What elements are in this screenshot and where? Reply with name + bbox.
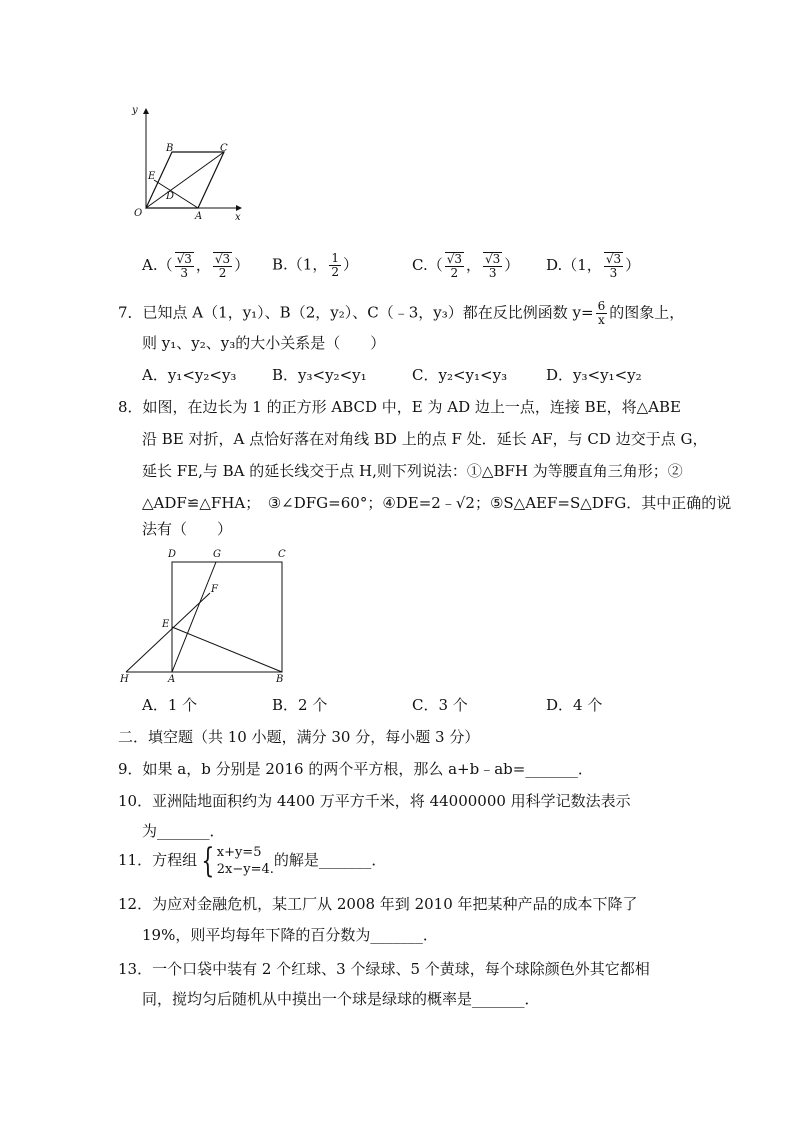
denominator: x — [597, 313, 605, 327]
numerator: √3 — [214, 252, 231, 266]
option-b-suffix: ） — [342, 255, 358, 274]
numerator: √3 — [605, 252, 622, 266]
q7-text: 的图象上， — [609, 303, 685, 322]
q6-figure — [128, 100, 248, 220]
y-axis-arrow-icon — [143, 108, 149, 114]
fraction — [604, 252, 623, 280]
label-h: H — [120, 674, 129, 685]
segment-ea — [154, 180, 198, 208]
label-e: E — [162, 619, 170, 630]
q9: 9．如果 a，b 分别是 2016 的两个平方根，那么 a+b﹣ab=_______． — [118, 760, 593, 778]
label-c: C — [278, 549, 286, 560]
q8-option-d[interactable]: D．4 个 — [546, 696, 603, 714]
equation-1: x+y=5 — [216, 845, 262, 860]
q8-line3: 延长 FE,与 BA 的延长线交于点 H,则下列说法：①△BFH 为等腰直角三角形；② — [142, 462, 683, 480]
segment-eb — [172, 627, 282, 672]
q7-option-b[interactable]: B．y₃<y₂<y₁ — [272, 366, 367, 384]
label-o: O — [134, 208, 143, 219]
q8-option-c[interactable]: C．3 个 — [412, 696, 468, 714]
segment-hf — [126, 593, 210, 672]
label-a: A — [195, 211, 203, 220]
label-d: D — [166, 191, 175, 202]
label-d: D — [168, 549, 177, 560]
q12-line1: 12．为应对金融危机，某工厂从 2008 年到 2010 年把某种产品的成本下降了 — [118, 895, 638, 913]
q11-text: 的解是_______． — [273, 851, 387, 869]
q12-line2: 19%，则平均每年下降的百分数为_______． — [142, 926, 438, 944]
option-a-suffix: ） — [234, 256, 250, 274]
option-c-prefix: C.（ — [412, 256, 443, 274]
q8-line1: 8．如图，在边长为 1 的正方形 ABCD 中，E 为 AD 边上一点，连接 BE，将△ABE — [118, 398, 681, 416]
label-b: B — [276, 674, 284, 685]
fraction — [596, 300, 608, 327]
section-heading: 二．填空题（共 10 小题，满分 30 分，每小题 3 分） — [118, 728, 480, 746]
option-b-prefix: B.（1， — [272, 255, 328, 274]
x-axis-arrow-icon — [236, 205, 242, 211]
q13-line1: 13．一个口袋中装有 2 个红球、3 个绿球、5 个黄球，每个球除颜色外其它都相 — [118, 960, 650, 978]
label-f: F — [211, 584, 218, 595]
equation-2: 2x−y=4. — [216, 862, 274, 877]
denominator: 2 — [218, 266, 227, 280]
denominator: 2 — [331, 265, 339, 279]
q8-option-b[interactable]: B．2 个 — [272, 696, 328, 714]
q7-line2: 则 y₁、y₂、y₃的大小关系是（ ） — [142, 334, 386, 352]
q8-figure — [118, 545, 298, 685]
fraction — [213, 252, 232, 280]
q10-line1: 10．亚洲陆地面积约为 4400 万平方千米，将 44000000 用科学记数法表示 — [118, 792, 631, 810]
q10-line2: 为_______． — [142, 822, 225, 840]
fraction — [483, 252, 502, 280]
square-abcd — [172, 562, 282, 672]
q7-text: 7．已知点 A（1，y₁）、B（2，y₂）、C（﹣3，y₃）都在反比例函数 y= — [118, 303, 594, 322]
q6-option-d[interactable] — [546, 252, 640, 280]
label-b: B — [166, 143, 174, 154]
denominator: 3 — [609, 266, 618, 280]
separator: ， — [466, 256, 482, 274]
q6-option-a[interactable] — [142, 252, 249, 280]
numerator: √3 — [176, 252, 192, 266]
fraction — [175, 252, 194, 280]
label-g: G — [213, 549, 221, 560]
option-a-prefix: A.（ — [142, 256, 173, 274]
numerator: √3 — [485, 252, 501, 266]
fraction — [445, 252, 464, 280]
option-d-prefix: D.（1， — [546, 256, 602, 274]
q8-line5: 法有（ ） — [142, 520, 233, 538]
q7-option-a[interactable]: A．y₁<y₂<y₃ — [142, 366, 237, 384]
q13-line2: 同，搅均匀后随机从中摸出一个球是绿球的概率是_______． — [142, 990, 540, 1008]
label-y: y — [132, 105, 138, 116]
q8-line4: △ADF≌△FHA； ③∠DFG=60°；④DE=2﹣√2；⑤S△AEF=S△DFG．其中正确的说 — [142, 494, 732, 512]
q6-option-b[interactable] — [272, 252, 358, 279]
q11 — [118, 841, 387, 881]
numerator: √3 — [446, 252, 462, 266]
q7-option-d[interactable]: D．y₃<y₁<y₂ — [546, 366, 642, 384]
denominator: 3 — [180, 266, 189, 280]
option-d-suffix: ） — [625, 256, 641, 274]
label-a: A — [168, 674, 176, 685]
label-c: C — [220, 143, 228, 154]
option-c-suffix: ） — [504, 256, 520, 274]
separator: ， — [195, 256, 211, 274]
q7-option-c[interactable]: C．y₂<y₁<y₃ — [412, 366, 508, 384]
equation-system — [217, 844, 274, 878]
q8-option-a[interactable]: A．1 个 — [142, 696, 198, 714]
label-e: E — [148, 171, 156, 182]
q6-option-c[interactable] — [412, 252, 519, 280]
fraction — [329, 252, 341, 279]
denominator: 3 — [488, 266, 497, 280]
denominator: 2 — [450, 266, 459, 280]
label-x: x — [235, 212, 241, 220]
q8-line2: 沿 BE 对折，A 点恰好落在对角线 BD 上的点 F 处．延长 AF，与 CD 边交于点 G， — [142, 430, 708, 448]
segment-ag — [172, 562, 216, 672]
q7-line1 — [118, 300, 684, 327]
numerator: 6 — [597, 299, 606, 313]
q11-text: 11．方程组 — [118, 851, 198, 869]
left-brace-icon: { — [201, 841, 215, 881]
numerator: 1 — [331, 251, 339, 265]
